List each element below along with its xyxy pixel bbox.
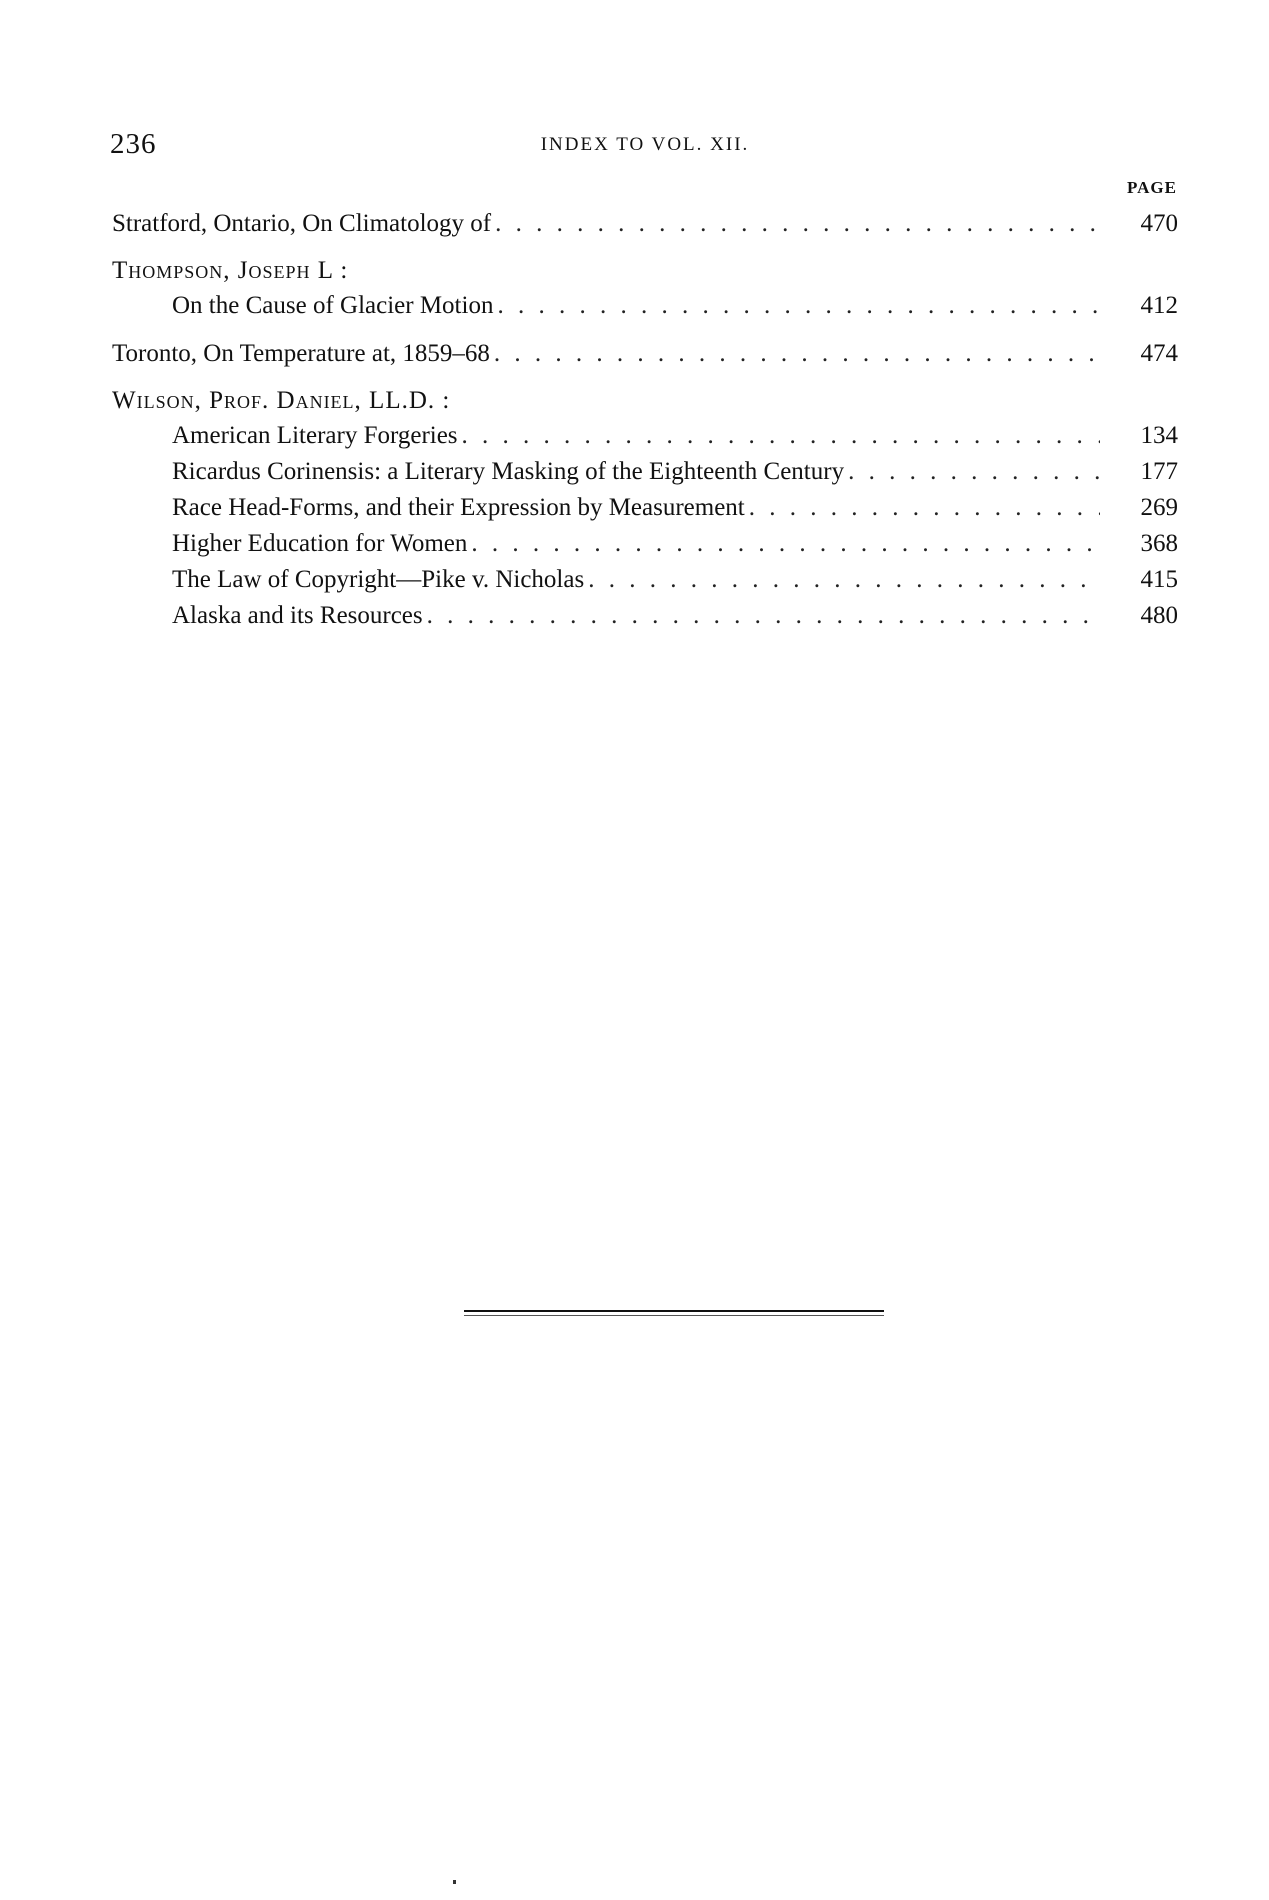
entry-page: 177: [1140, 458, 1178, 485]
author-heading: [112, 254, 1178, 288]
author-name: Thompson, Joseph L :: [112, 257, 349, 284]
page-column-label: PAGE: [1127, 178, 1177, 197]
index-entry: [112, 206, 1178, 242]
page-number: 236: [110, 128, 157, 160]
index-line: [112, 598, 1178, 634]
index-line: [112, 490, 1178, 526]
index-line: [112, 454, 1178, 490]
index-entry: [112, 254, 1178, 324]
entry-title: Toronto, On Temperature at, 1859–68: [112, 340, 490, 367]
entry-title: Alaska and its Resources: [172, 602, 423, 629]
entry-title: American Literary Forgeries: [172, 422, 458, 449]
entry-page: 134: [1140, 422, 1178, 449]
entry-page: 480: [1140, 602, 1178, 629]
entry-title: Stratford, Ontario, On Climatology of: [112, 210, 492, 237]
dot-leader: [462, 418, 1100, 454]
running-title: INDEX TO VOL. XII.: [540, 134, 750, 155]
print-speck: [453, 1880, 456, 1884]
index-line: [112, 418, 1178, 454]
entry-title: On the Cause of Glacier Motion: [172, 292, 494, 319]
entry-page: 415: [1140, 566, 1178, 593]
dot-leader: [495, 206, 1100, 242]
entry-title: The Law of Copyright—Pike v. Nicholas: [172, 566, 585, 593]
dot-leader: [848, 454, 1100, 490]
dot-leader: [471, 526, 1100, 562]
author-heading: [112, 384, 1178, 418]
entry-page: 474: [1140, 340, 1178, 367]
page-header: [110, 128, 1180, 168]
entry-title: Ricardus Corinensis: a Literary Masking of the Eighteenth Century: [172, 458, 845, 485]
dot-leader: [427, 598, 1100, 634]
dot-leader: [588, 562, 1100, 598]
dot-leader: [749, 490, 1100, 526]
index-entry: [112, 384, 1178, 634]
dot-leader: [494, 336, 1100, 372]
entry-page: 470: [1140, 210, 1178, 237]
entry-title: Race Head-Forms, and their Expression by Measurement: [172, 494, 745, 521]
entry-page: 368: [1140, 530, 1178, 557]
index-line: [112, 288, 1178, 324]
index-line: [112, 336, 1178, 372]
index-entry: [112, 336, 1178, 372]
index-line: [112, 206, 1178, 242]
index-line: [112, 562, 1178, 598]
entry-page: 269: [1140, 494, 1178, 521]
index-list: [112, 206, 1178, 646]
index-line: [112, 526, 1178, 562]
end-rule: [464, 1310, 884, 1312]
dot-leader: [497, 288, 1100, 324]
author-name: Wilson, Prof. Daniel, LL.D. :: [112, 387, 451, 414]
entry-page: 412: [1140, 292, 1178, 319]
entry-title: Higher Education for Women: [172, 530, 468, 557]
